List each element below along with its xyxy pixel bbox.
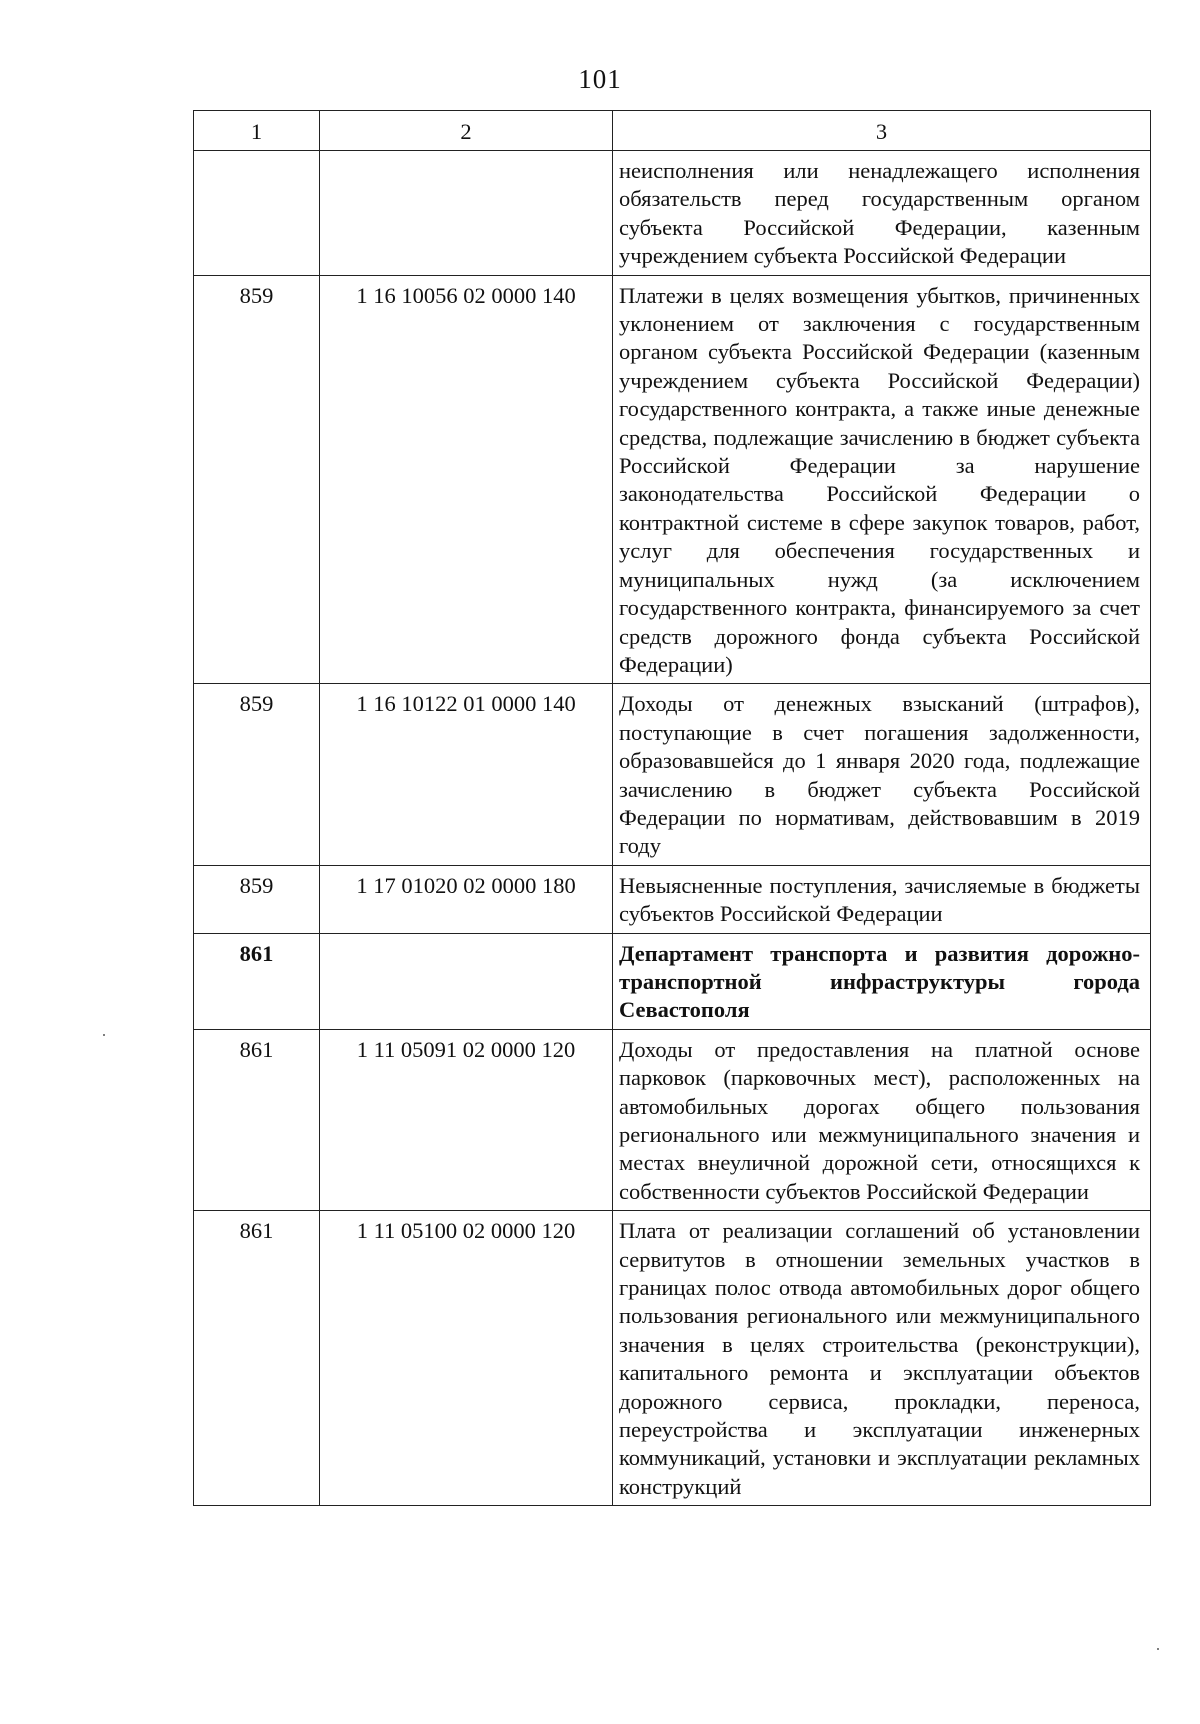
budget-revenue-table	[193, 110, 1151, 1506]
revenue-description-cell: неисполнения или ненадлежащего исполнения обязательств перед государственным органом субъекта Российской Федерации, казенным учреждением субъекта Российской Федерации	[613, 151, 1151, 276]
revenue-description-cell: Доходы от денежных взысканий (штрафов), поступающие в счет погашения задолженности, образовавшейся до 1 января 2020 года, подлежащие зачислению в бюджет субъекта Российской Федерации по нормативам, действовавшим в 2019 году	[613, 684, 1151, 865]
table-row	[194, 865, 1151, 933]
revenue-description-cell: Невыясненные поступления, зачисляемые в бюджеты субъектов Российской Федерации	[613, 865, 1151, 933]
admin-code-cell: 859	[194, 684, 320, 865]
column-header-1: 1	[194, 111, 320, 151]
admin-code-cell: 861	[194, 1029, 320, 1210]
revenue-description-cell: Платежи в целях возмещения убытков, причиненных уклонением от заключения с государственным органом субъекта Российской Федерации (казенным учреждением субъекта Российской Федерации) государственного контракта, а также иные денежные средства, подлежащие зачислению в бюджет субъекта Российской Федерации за нарушение законодательства Российской Федерации о контрактной системе в сфере закупок товаров, работ, услуг для обеспечения государственных и муниципальных нужд (за исключением государственного контракта, финансируемого за счет средств дорожного фонда субъекта Российской Федерации)	[613, 275, 1151, 684]
revenue-code-cell: 1 17 01020 02 0000 180	[320, 865, 613, 933]
page-number: 101	[578, 64, 622, 94]
admin-code-cell	[194, 151, 320, 276]
admin-code-cell: 859	[194, 865, 320, 933]
table-header-row	[194, 111, 1151, 151]
revenue-description-cell: Плата от реализации соглашений об установлении сервитутов в отношении земельных участков в границах полос отвода автомобильных дорог общего пользования регионального или межмуниципального значения в целях строительства (реконструкции), капитального ремонта и эксплуатации объектов дорожного сервиса, прокладки, переноса, переустройства и эксплуатации инженерных коммуникаций, установки и эксплуатации рекламных конструкций	[613, 1211, 1151, 1506]
scan-speck	[1157, 1648, 1159, 1650]
column-header-2: 2	[320, 111, 613, 151]
column-header-3: 3	[613, 111, 1151, 151]
department-name-cell: Департамент транспорта и развития дорожно-транспортной инфраструктуры города Севастополя	[613, 933, 1151, 1029]
revenue-code-cell: 1 11 05100 02 0000 120	[320, 1211, 613, 1506]
scan-speck	[103, 1034, 105, 1036]
admin-code-cell: 861	[194, 1211, 320, 1506]
table-row	[194, 151, 1151, 276]
table-row	[194, 1211, 1151, 1506]
table-row	[194, 1029, 1151, 1210]
revenue-code-cell	[320, 151, 613, 276]
revenue-code-cell: 1 16 10122 01 0000 140	[320, 684, 613, 865]
admin-code-cell: 861	[194, 933, 320, 1029]
admin-code-cell: 859	[194, 275, 320, 684]
department-heading-row	[194, 933, 1151, 1029]
revenue-code-cell: 1 16 10056 02 0000 140	[320, 275, 613, 684]
revenue-code-cell: 1 11 05091 02 0000 120	[320, 1029, 613, 1210]
revenue-description-cell: Доходы от предоставления на платной основе парковок (парковочных мест), расположенных на автомобильных дорогах общего пользования регионального или межмуниципального значения и местах внеуличной дорожной сети, относящихся к собственности субъектов Российской Федерации	[613, 1029, 1151, 1210]
table-row	[194, 275, 1151, 684]
table-row	[194, 684, 1151, 865]
revenue-code-cell	[320, 933, 613, 1029]
